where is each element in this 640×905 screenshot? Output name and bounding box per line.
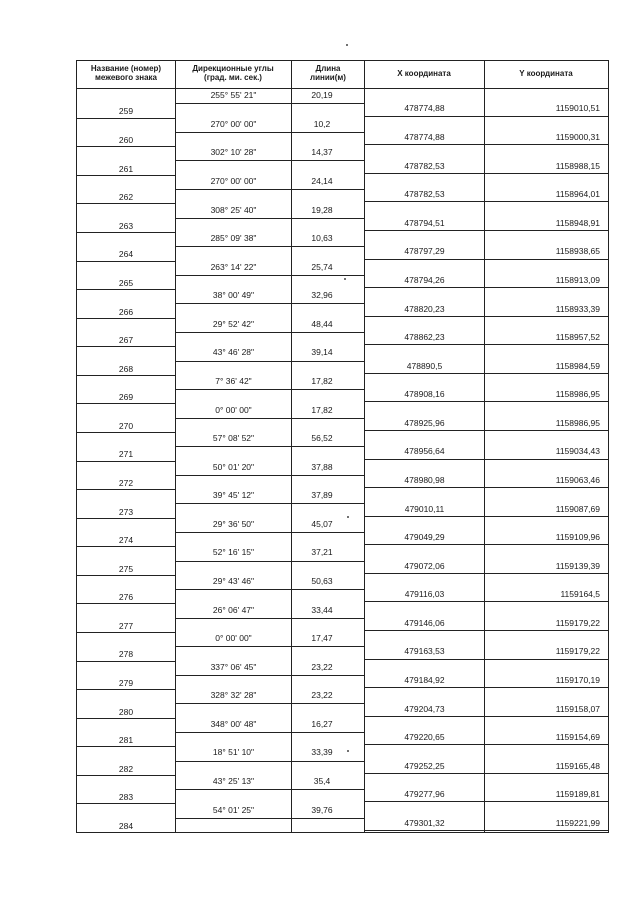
directional-angle-cell: 7° 36' 42" [215,375,252,386]
table-border-top [76,60,609,61]
row-rule [176,275,291,276]
line-length-cell: 33,44 [311,604,333,615]
row-rule [176,418,291,419]
row-rule [292,761,364,762]
row-rule [292,275,364,276]
row-rule [176,589,291,590]
line-length-cell: 45,07 [311,518,333,529]
point-name-cell: 268 [118,363,134,374]
point-name-cell: 269 [118,392,134,403]
point-name-cell: 280 [118,706,134,717]
row-rule [365,659,484,660]
row-rule [292,303,364,304]
directional-angle-cell: 328° 32' 28" [210,690,257,701]
row-rule [365,716,484,717]
point-name-cell: 263 [118,220,134,231]
line-length-cell: 10,63 [311,233,333,243]
row-rule [365,287,484,288]
row-rule [292,160,364,161]
directional-angle-cell: 302° 10' 28" [210,147,257,158]
row-rule [485,344,608,345]
directional-angle-cell: 0° 00' 00" [215,404,252,415]
x-coordinate-cell: 478782,53 [404,189,445,200]
row-rule [365,173,484,174]
point-name-cell: 267 [118,335,134,345]
line-length-cell: 48,44 [311,318,333,329]
row-rule [292,103,364,104]
row-rule [176,675,291,676]
directional-angle-cell: 43° 25' 13" [212,776,255,786]
point-name-cell: 277 [118,620,134,631]
y-coordinate-cell: 1159170,19 [555,675,600,685]
line-length-cell: 39,14 [311,347,333,358]
row-rule [485,430,608,431]
row-rule [176,246,291,247]
point-name-cell: 282 [118,763,134,774]
row-rule [176,503,291,504]
row-rule [176,103,291,104]
row-rule [485,401,608,402]
x-coordinate-cell: 478774,88 [404,132,445,142]
line-length-cell: 25,74 [311,261,333,272]
row-rule [292,818,364,819]
row-rule [292,675,364,676]
directional-angle-cell: 50° 01' 20" [212,461,255,472]
row-rule [485,716,608,717]
x-coordinate-cell: 479049,29 [404,532,445,543]
row-rule [485,830,608,831]
row-rule [77,775,175,776]
row-rule [77,118,175,119]
row-rule [77,489,175,490]
row-rule [77,289,175,290]
line-length-cell: 23,22 [311,661,333,672]
row-rule [292,361,364,362]
row-rule [485,116,608,117]
row-rule [77,461,175,462]
header-line-length: Длина линии(м) [310,64,346,82]
x-coordinate-cell: 479184,92 [404,675,445,685]
point-name-cell: 274 [118,535,134,546]
row-rule [365,373,484,374]
line-length-cell: 37,21 [311,547,333,558]
x-coordinate-cell: 478794,26 [404,274,445,285]
row-rule [485,573,608,574]
row-rule [176,218,291,219]
line-length-cell: 39,76 [311,804,333,815]
y-coordinate-cell: 1158957,52 [555,332,600,342]
point-name-cell: 270 [118,420,134,431]
row-rule [77,146,175,147]
directional-angle-cell: 26° 06' 47" [212,604,255,615]
scan-speck [346,44,348,46]
point-name-cell: 266 [118,306,134,317]
line-length-cell: 17,82 [311,375,333,386]
directional-angle-cell: 29° 52' 42" [212,318,255,329]
row-rule [292,418,364,419]
directional-angle-cell: 0° 00' 00" [215,633,252,644]
directional-angle-cell: 57° 08' 52" [212,433,255,444]
y-coordinate-cell: 1158986,95 [555,389,600,400]
y-coordinate-cell: 1159164,5 [560,589,600,600]
row-rule [365,516,484,517]
row-rule [292,446,364,447]
row-rule [176,646,291,647]
row-rule [365,744,484,745]
row-rule [77,203,175,204]
x-coordinate-cell: 478862,23 [404,332,445,342]
row-rule [485,801,608,802]
row-rule [292,332,364,333]
row-rule [365,344,484,345]
line-length-cell: 56,52 [311,433,333,444]
row-rule [77,746,175,747]
directional-angle-cell: 39° 45' 12" [212,490,255,501]
row-rule [77,403,175,404]
row-rule [292,532,364,533]
y-coordinate-cell: 1158913,09 [555,274,600,285]
y-coordinate-cell: 1159139,39 [555,560,600,571]
row-rule [176,532,291,533]
row-rule [292,789,364,790]
row-rule [77,718,175,719]
directional-angle-cell: 255° 55' 21" [210,90,257,101]
row-rule [77,175,175,176]
line-length-cell: 35,4 [313,776,331,786]
y-coordinate-cell: 1159109,96 [555,532,600,543]
row-rule [77,518,175,519]
directional-angle-cell: 308° 25' 40" [210,204,257,215]
row-rule [176,475,291,476]
y-coordinate-cell: 1158988,15 [555,160,600,171]
row-rule [292,618,364,619]
point-name-cell: 262 [118,192,134,203]
row-rule [176,160,291,161]
line-length-cell: 14,37 [311,147,333,158]
row-rule [176,761,291,762]
row-rule [77,432,175,433]
y-coordinate-cell: 1158984,59 [555,360,600,371]
row-rule [365,773,484,774]
table-border-right [608,60,609,833]
line-length-cell: 24,14 [311,175,333,186]
directional-angle-cell: 29° 43' 46" [212,576,255,586]
row-rule [485,287,608,288]
line-length-cell: 10,2 [313,118,331,129]
row-rule [176,561,291,562]
row-rule [77,575,175,576]
row-rule [292,703,364,704]
x-coordinate-cell: 479072,06 [404,560,445,571]
row-rule [77,689,175,690]
point-name-cell: 260 [118,135,134,145]
row-rule [176,332,291,333]
row-rule [485,487,608,488]
line-length-cell: 32,96 [311,290,333,301]
row-rule [176,703,291,704]
row-rule [365,573,484,574]
row-rule [292,389,364,390]
row-rule [365,487,484,488]
y-coordinate-cell: 1159189,81 [555,789,600,800]
row-rule [485,630,608,631]
row-rule [176,818,291,819]
y-coordinate-cell: 1158986,95 [555,417,600,428]
row-rule [365,144,484,145]
row-rule [176,303,291,304]
row-rule [77,318,175,319]
row-rule [485,373,608,374]
x-coordinate-cell: 478820,23 [404,303,445,314]
row-rule [365,230,484,231]
row-rule [176,189,291,190]
directional-angle-cell: 52° 16' 15" [212,547,255,558]
directional-angle-cell: 348° 00' 48" [210,718,257,729]
point-name-cell: 275 [118,563,134,574]
row-rule [176,389,291,390]
row-rule [77,603,175,604]
row-rule [365,830,484,831]
row-rule [485,544,608,545]
x-coordinate-cell: 478956,64 [404,446,445,457]
y-coordinate-cell: 1159087,69 [555,503,600,514]
row-rule [176,789,291,790]
directional-angle-cell: 263° 14' 22" [210,261,257,272]
row-rule [77,232,175,233]
line-length-cell: 20,19 [311,90,333,101]
point-name-cell: 278 [118,649,134,660]
row-rule [365,259,484,260]
line-length-cell: 17,47 [311,633,333,644]
point-name-cell: 273 [118,506,134,517]
row-rule [365,316,484,317]
row-rule [292,503,364,504]
y-coordinate-cell: 1158964,01 [555,189,600,200]
row-rule [292,132,364,133]
x-coordinate-cell: 479116,03 [404,589,445,600]
scan-speck [347,750,349,752]
directional-angle-cell: 270° 00' 00" [210,175,257,186]
y-coordinate-cell: 1159063,46 [555,474,600,485]
row-rule [292,246,364,247]
point-name-cell: 276 [118,592,134,603]
row-rule [365,201,484,202]
row-rule [292,561,364,562]
row-rule [292,589,364,590]
row-rule [365,601,484,602]
row-rule [485,601,608,602]
row-rule [292,475,364,476]
header-x-coordinate: X координата [397,69,451,78]
point-name-cell: 279 [118,678,134,688]
x-coordinate-cell: 479252,25 [404,760,445,771]
y-coordinate-cell: 1159000,31 [555,132,600,142]
directional-angle-cell: 29° 36' 50" [212,518,255,529]
row-rule [485,230,608,231]
row-rule [77,832,175,833]
row-rule [365,116,484,117]
scan-speck [344,278,346,280]
x-coordinate-cell: 479220,65 [404,732,445,743]
y-coordinate-cell: 1159221,99 [555,817,600,828]
row-rule [485,744,608,745]
point-name-cell: 281 [118,735,134,746]
row-rule [77,632,175,633]
y-coordinate-cell: 1159034,43 [555,446,600,457]
row-rule [485,316,608,317]
directional-angle-cell: 43° 46' 28" [212,347,255,358]
row-rule [292,732,364,733]
row-rule [485,687,608,688]
y-coordinate-cell: 1158948,91 [555,217,600,228]
line-length-cell: 16,27 [311,718,333,729]
line-length-cell: 23,22 [311,690,333,701]
x-coordinate-cell: 478925,96 [404,417,445,428]
row-rule [485,201,608,202]
row-rule [365,801,484,802]
row-rule [292,218,364,219]
y-coordinate-cell: 1158933,39 [555,303,600,314]
x-coordinate-cell: 479146,06 [404,617,445,628]
x-coordinate-cell: 478797,29 [404,246,445,257]
directional-angle-cell: 54° 01' 25" [212,804,255,815]
line-length-cell: 37,89 [311,490,333,501]
x-coordinate-cell: 479301,32 [404,817,445,828]
row-rule [485,659,608,660]
row-rule [77,803,175,804]
row-rule [292,646,364,647]
row-rule [77,261,175,262]
x-coordinate-cell: 478980,98 [404,474,445,485]
directional-angle-cell: 337° 06' 45" [210,661,257,672]
y-coordinate-cell: 1159179,22 [555,617,600,628]
row-rule [485,516,608,517]
line-length-cell: 19,28 [311,204,333,215]
row-rule [365,687,484,688]
row-rule [176,618,291,619]
row-rule [485,773,608,774]
row-rule [485,259,608,260]
y-coordinate-cell: 1158938,65 [555,246,600,257]
point-name-cell: 283 [118,792,134,803]
x-coordinate-cell: 478774,88 [404,103,445,114]
y-coordinate-cell: 1159179,22 [555,646,600,657]
row-rule [365,544,484,545]
point-name-cell: 264 [118,249,134,260]
point-name-cell: 272 [118,477,134,488]
row-rule [485,144,608,145]
row-rule [176,446,291,447]
row-rule [77,661,175,662]
header-divider [76,88,609,89]
directional-angle-cell: 270° 00' 00" [210,118,257,129]
row-rule [176,361,291,362]
directional-angle-cell: 285° 09' 38" [210,233,257,243]
header-point-name: Название (номер) межевого знака [90,64,162,82]
line-length-cell: 17,82 [311,404,333,415]
y-coordinate-cell: 1159010,51 [555,103,600,114]
x-coordinate-cell: 478890,5 [406,360,443,371]
header-y-coordinate: Y координата [519,69,573,78]
row-rule [485,173,608,174]
row-rule [365,430,484,431]
row-rule [77,375,175,376]
y-coordinate-cell: 1159154,69 [555,732,600,743]
row-rule [292,189,364,190]
line-length-cell: 33,39 [311,747,333,758]
x-coordinate-cell: 478782,53 [404,160,445,171]
x-coordinate-cell: 479204,73 [404,703,445,714]
point-name-cell: 259 [118,106,134,117]
scan-speck [347,516,349,518]
directional-angle-cell: 18° 51' 10" [212,747,255,758]
y-coordinate-cell: 1159158,07 [555,703,600,714]
x-coordinate-cell: 479163,53 [404,646,445,657]
row-rule [77,346,175,347]
line-length-cell: 37,88 [311,461,333,472]
row-rule [485,459,608,460]
row-rule [365,401,484,402]
directional-angle-cell: 38° 00' 49" [212,290,255,301]
x-coordinate-cell: 479277,96 [404,789,445,800]
header-directional-angle: Дирекционные углы (град. ми. сек.) [192,64,274,82]
row-rule [365,459,484,460]
point-name-cell: 261 [118,163,134,174]
x-coordinate-cell: 478794,51 [404,217,445,228]
row-rule [365,630,484,631]
row-rule [77,546,175,547]
point-name-cell: 265 [118,277,134,288]
x-coordinate-cell: 478908,16 [404,389,445,400]
x-coordinate-cell: 479010,11 [404,503,445,514]
point-name-cell: 271 [118,449,134,460]
row-rule [176,132,291,133]
line-length-cell: 50,63 [311,576,333,586]
point-name-cell: 284 [118,820,134,831]
y-coordinate-cell: 1159165,48 [555,760,600,771]
row-rule [176,732,291,733]
